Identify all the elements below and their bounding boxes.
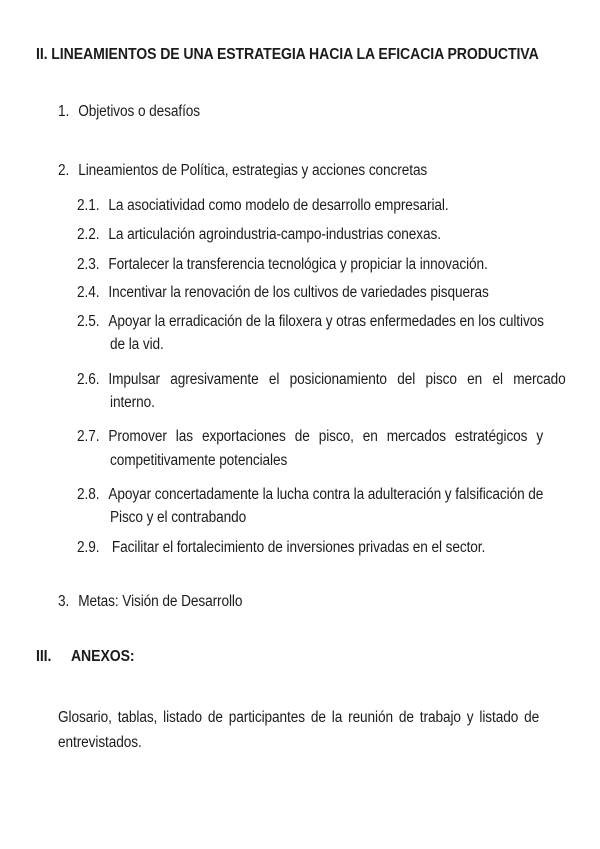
sub-item-continuation: competitivamente potenciales <box>110 452 288 469</box>
sub-item-number: 2.5. <box>77 313 100 330</box>
section-iii-heading <box>36 648 135 666</box>
item-text: Metas: Visión de Desarrollo <box>78 593 243 610</box>
sub-item-number: 2.1. <box>77 197 100 214</box>
list-item <box>58 593 242 611</box>
sub-item-text: Impulsar agresivamente el posicionamiento del pisco en el mercado <box>108 371 566 388</box>
sub-item-text: Fortalecer la transferencia tecnológica y propiciar la innovación. <box>108 256 488 273</box>
sub-item <box>77 428 543 446</box>
sub-item-number: 2.3. <box>77 256 100 273</box>
sub-item-continuation: Pisco y el contrabando <box>110 509 247 526</box>
sub-item-text: Promover las exportaciones de pisco, en mercados estratégicos y <box>108 428 544 445</box>
section-iii-number: III. <box>36 648 52 665</box>
sub-item <box>77 371 566 389</box>
sub-item-number: 2.9. <box>77 539 100 556</box>
sub-item-number: 2.7. <box>77 428 100 445</box>
item-number: 2. <box>58 162 70 179</box>
sub-item-continuation: de la vid. <box>110 336 164 353</box>
sub-item-text: Facilitar el fortalecimiento de inversiones privadas en el sector. <box>111 539 486 556</box>
list-item <box>58 162 427 180</box>
sub-item-number: 2.2. <box>77 226 100 243</box>
sub-item-continuation: interno. <box>110 394 155 411</box>
sub-item <box>77 539 485 557</box>
list-item <box>58 103 200 121</box>
sub-item <box>77 197 449 215</box>
annex-paragraph-line2: entrevistados. <box>58 734 142 751</box>
item-text: Lineamientos de Política, estrategias y acciones concretas <box>78 162 428 179</box>
sub-item-text: La articulación agroindustria-campo-industrias conexas. <box>108 226 441 243</box>
sub-item <box>77 256 488 274</box>
sub-item-text: Apoyar la erradicación de la filoxera y otras enfermedades en los cultivos <box>108 313 544 330</box>
sub-item-number: 2.8. <box>77 486 100 503</box>
sub-item <box>77 226 441 244</box>
sub-item <box>77 313 544 331</box>
section-ii-heading: II. LINEAMIENTOS DE UNA ESTRATEGIA HACIA LA EFICACIA PRODUCTIVA <box>36 46 539 63</box>
sub-item-text: Apoyar concertadamente la lucha contra la adulteración y falsificación de <box>108 486 544 503</box>
sub-item-text: La asociatividad como modelo de desarrollo empresarial. <box>108 197 449 214</box>
sub-item <box>77 486 543 504</box>
section-iii-title: ANEXOS: <box>70 648 135 665</box>
sub-item-number: 2.6. <box>77 371 100 388</box>
sub-item <box>77 284 489 302</box>
sub-item-number: 2.4. <box>77 284 100 301</box>
sub-item-text: Incentivar la renovación de los cultivos de variedades pisqueras <box>108 284 489 301</box>
item-number: 3. <box>58 593 70 610</box>
item-text: Objetivos o desafíos <box>78 103 201 120</box>
annex-paragraph-line1: Glosario, tablas, listado de participantes de la reunión de trabajo y listado de <box>58 709 540 726</box>
item-number: 1. <box>58 103 70 120</box>
